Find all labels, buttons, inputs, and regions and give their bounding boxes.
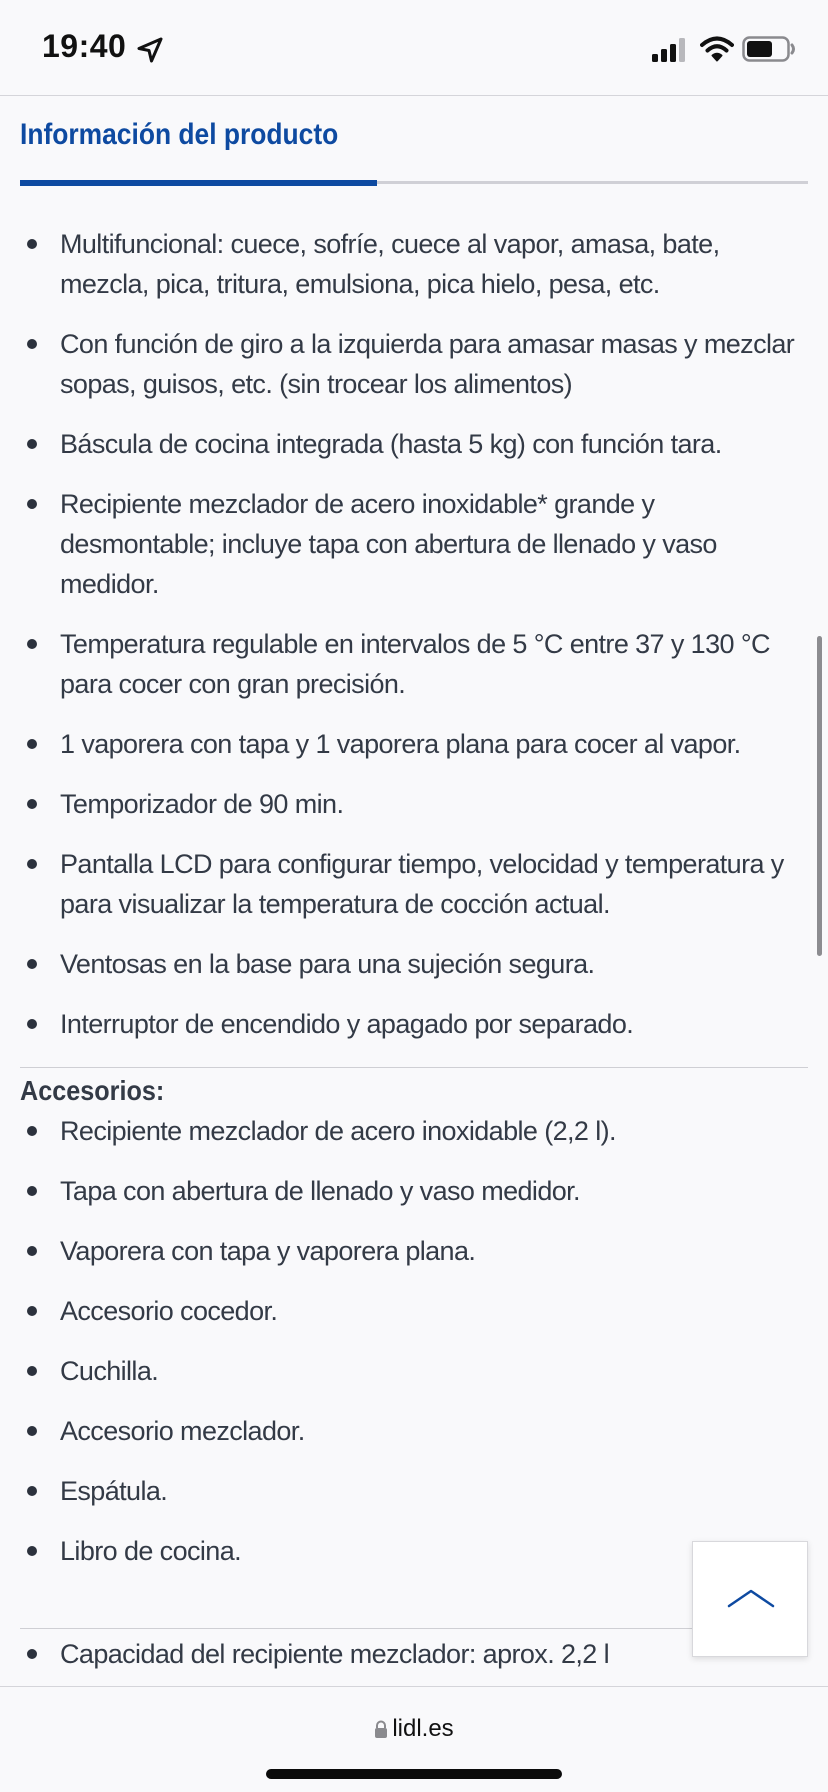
bullet-icon: [27, 739, 37, 749]
product-content: [0, 96, 828, 1686]
list-item: [0, 1231, 828, 1271]
list-item-text: Vaporera con tapa y vaporera plana.: [60, 1236, 476, 1266]
cellular-signal-icon: [652, 38, 688, 62]
list-item-text: Temperatura regulable en intervalos de 5 °C entre 37 y 130 °C para cocer con gran precisión.: [60, 629, 770, 699]
bullet-icon: [27, 1126, 37, 1136]
list-item-text: Ventosas en la base para una sujeción segura.: [60, 949, 595, 979]
list-item-text: Tapa con abertura de llenado y vaso medidor.: [60, 1176, 580, 1206]
bullet-icon: [27, 1186, 37, 1196]
list-item: [0, 484, 828, 604]
address-bar[interactable]: [0, 1715, 828, 1743]
list-item-text: Báscula de cocina integrada (hasta 5 kg) con función tara.: [60, 429, 722, 459]
bullet-icon: [27, 239, 37, 249]
bullet-icon: [27, 1426, 37, 1436]
section-divider: [20, 1067, 808, 1068]
tab-product-information[interactable]: Información del producto: [20, 118, 339, 151]
chevron-up-icon: [727, 1586, 775, 1610]
accessories-heading: Accesorios:: [20, 1075, 165, 1106]
list-item: [0, 724, 828, 764]
lock-icon: [374, 1720, 388, 1738]
list-item: [0, 844, 828, 924]
bullet-icon: [27, 959, 37, 969]
list-item-text: Temporizador de 90 min.: [60, 789, 344, 819]
section-divider: [20, 1628, 808, 1629]
list-item: [0, 224, 828, 304]
list-item: [0, 944, 828, 984]
wifi-icon: [700, 36, 734, 62]
tab-active-indicator: [20, 180, 377, 186]
list-item: [0, 1351, 828, 1391]
list-item: [0, 784, 828, 824]
bullet-icon: [27, 1019, 37, 1029]
list-item: [0, 1171, 828, 1211]
back-to-top-button[interactable]: [692, 1541, 808, 1657]
bullet-icon: [27, 1246, 37, 1256]
list-item: [0, 1411, 828, 1451]
list-item-text: Libro de cocina.: [60, 1536, 242, 1566]
list-item-text: Recipiente mezclador de acero inoxidable* grande y desmontable; incluye tapa con abertura de llenado y vaso medidor.: [60, 489, 717, 599]
bullet-icon: [27, 439, 37, 449]
list-item-text: Recipiente mezclador de acero inoxidable (2,2 l).: [60, 1116, 616, 1146]
list-item-text: Accesorio cocedor.: [60, 1296, 278, 1326]
scroll-indicator[interactable]: [817, 636, 822, 956]
bullet-icon: [27, 639, 37, 649]
list-item-text: Pantalla LCD para configurar tiempo, velocidad y temperatura y para visualizar la temperatura de cocción actual.: [60, 849, 784, 919]
list-item-text: Espátula.: [60, 1476, 168, 1506]
list-item-text: Interruptor de encendido y apagado por separado.: [60, 1009, 634, 1039]
accessories-list: [0, 1111, 828, 1591]
bullet-icon: [27, 339, 37, 349]
list-item: [0, 1291, 828, 1331]
list-item-text: Con función de giro a la izquierda para amasar masas y mezclar sopas, guisos, etc. (sin trocear los alimentos): [60, 329, 795, 399]
status-time: 19:40: [42, 28, 127, 64]
url-text: lidl.es: [392, 1715, 454, 1742]
list-item-text: Capacidad del recipiente mezclador: aprox. 2,2 l: [60, 1639, 610, 1669]
features-list: [0, 224, 828, 1064]
list-item: [0, 624, 828, 704]
list-item: [0, 424, 828, 464]
list-item: [0, 324, 828, 404]
bullet-icon: [27, 499, 37, 509]
location-arrow-icon: [136, 36, 164, 64]
list-item: [0, 1471, 828, 1511]
list-item-text: Multifuncional: cuece, sofríe, cuece al vapor, amasa, bate, mezcla, pica, tritura, emulsiona, pica hielo, pesa, etc.: [60, 229, 720, 299]
battery-icon: [742, 36, 796, 62]
bullet-icon: [27, 859, 37, 869]
status-bar: [0, 0, 828, 96]
list-item: [0, 1111, 828, 1151]
bullet-icon: [27, 1306, 37, 1316]
bullet-icon: [27, 1546, 37, 1556]
bullet-icon: [27, 1486, 37, 1496]
list-item-text: 1 vaporera con tapa y 1 vaporera plana para cocer al vapor.: [60, 729, 741, 759]
browser-bottom-bar: [0, 1686, 828, 1792]
bullet-icon: [27, 1366, 37, 1376]
bullet-icon: [27, 799, 37, 809]
home-indicator[interactable]: [266, 1769, 562, 1779]
list-item-text: Accesorio mezclador.: [60, 1416, 305, 1446]
bullet-icon: [27, 1649, 37, 1659]
list-item: [0, 1004, 828, 1044]
list-item-text: Cuchilla.: [60, 1356, 159, 1386]
